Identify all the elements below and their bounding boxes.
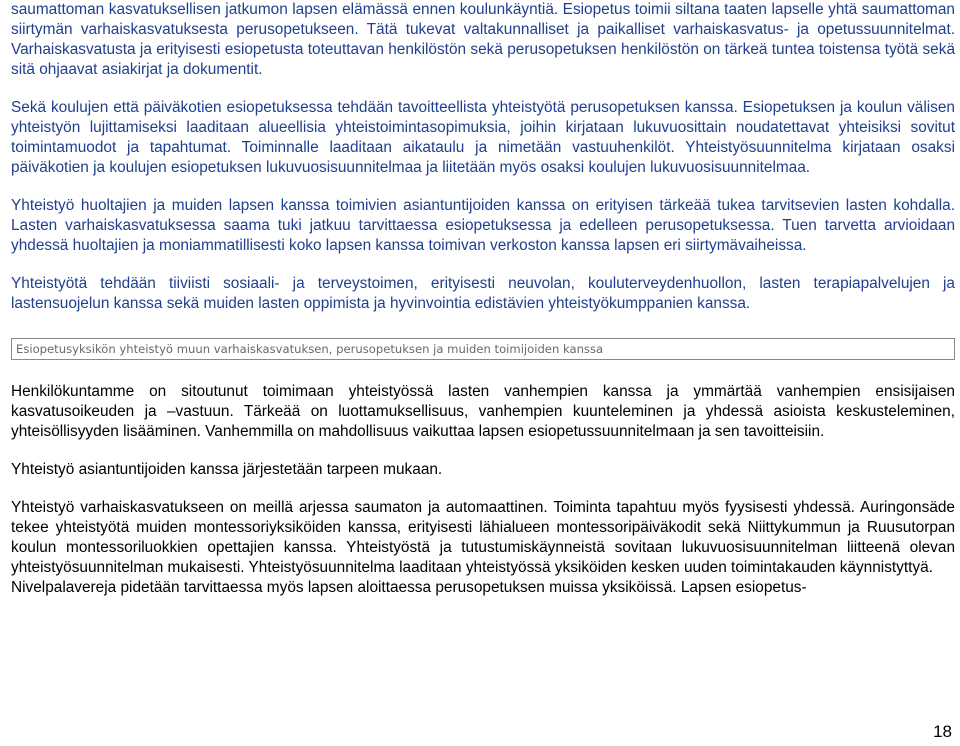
page-number: 18 <box>933 722 952 741</box>
paragraph-staff-commitment: Henkilökuntamme on sitoutunut toimimaan yhteistyössä lasten vanhempien kanssa ja ymmärtää vanhempien ensisijaisen kasvatusoikeuden ja –vastuun. Tärkeää on luottamuksellisuus, vanhempien kuunteleminen ja yhdessä asioista keskusteleminen, yhteisöllisyyden lisääminen. Vanhemmilla on mahdollisuus vaikuttaa lapsen esiopetussuunnitelmaan ja sen tavoitteisiin. <box>11 383 955 440</box>
paragraph-preschool-continuum: saumattoman kasvatuksellisen jatkumon lapsen elämässä ennen koulunkäyntiä. Esiopetus toimii siltana taaten lapselle yhtä saumattoman siirtymän varhaiskasvatuksesta perusopetukseen. Tätä tukevat valtakunnalliset ja paikalliset varhaiskasvatus- ja opetussuunnitelmat. Varhaiskasvatusta ja erityisesti esiopetusta toteuttavan henkilöstön sekä perusopetuksen henkilöstön on tärkeä tuntea toistensa työtä sekä sitä ohjaavat asiakirjat ja dokumentit. <box>11 1 955 78</box>
paragraph-social-health-cooperation: Yhteistyötä tehdään tiiviisti sosiaali- ja terveystoimen, erityisesti neuvolan, kouluterveydenhuollon, lasten terapiapalvelujen ja lastensuojelun kanssa sekä muiden lasten oppimista ja hyvinvointia edistävien yhteistyökumppanien kanssa. <box>11 275 955 312</box>
paragraph-transition-meetings: Nivelpalavereja pidetään tarvittaessa myös lapsen aloittaessa perusopetuksen muissa yksiköissä. Lapsen esiopetus- <box>11 579 807 596</box>
section-heading: Esiopetusyksikön yhteistyö muun varhaiskasvatuksen, perusopetuksen ja muiden toimijoiden kanssa <box>11 338 955 360</box>
document-page <box>11 0 955 598</box>
paragraph-school-cooperation: Sekä koulujen että päiväkotien esiopetuksessa tehdään tavoitteellista yhteistyötä perusopetuksen kanssa. Esiopetuksen ja koulun välisen yhteistyön lujittamiseksi laaditaan alueellisia yhteistoimintasopimuksia, joihin kirjataan lukuvuosittain noudatettavat yhteisiksi sovitut toimintamuodot ja tapahtumat. Toiminnalle laaditaan aikataulu ja nimetään vastuuhenkilöt. Yhteistyösuunnitelma kirjataan osaksi päiväkotien ja koulujen esiopetuksen lukuvuosisuunnitelmaa ja liitetään myös osaksi koulujen lukuvuosisuunnitelmaa. <box>11 99 955 176</box>
paragraph-guardian-cooperation: Yhteistyö huoltajien ja muiden lapsen kanssa toimivien asiantuntijoiden kanssa on erityisen tärkeää tukea tarvitsevien lasten kohdalla. Lasten varhaiskasvatuksessa saama tuki jatkuu tarvittaessa esiopetuksessa ja edelleen perusopetuksessa. Tuen tarvetta arvioidaan yhdessä huoltajien ja moniammatillisesti koko lapsen kanssa toimivan verkoston kanssa lapsen eri siirtymävaiheissa. <box>11 197 955 254</box>
paragraph-montessori-cooperation: Yhteistyö varhaiskasvatukseen on meillä arjessa saumaton ja automaattinen. Toiminta tapahtuu myös fyysisesti yhdessä. Auringonsäde tekee yhteistyötä muiden montessoriyksiköiden kanssa, erityisesti lähialueen montessoripäiväkodit sekä Niittykummun ja Ruusutorpan koulun montessoriluokkien opettajien kanssa. Yhteistyöstä ja tutustumiskäynneistä sovitaan lukuvuosisuunnitelman liitteenä olevan yhteistyösuunnitelman mukaisesti. Yhteistyösuunnitelma laaditaan yhteistyössä yksiköiden kesken uuden toimintakauden käynnistyttyä. <box>11 499 955 576</box>
paragraph-experts: Yhteistyö asiantuntijoiden kanssa järjestetään tarpeen mukaan. <box>11 461 443 478</box>
